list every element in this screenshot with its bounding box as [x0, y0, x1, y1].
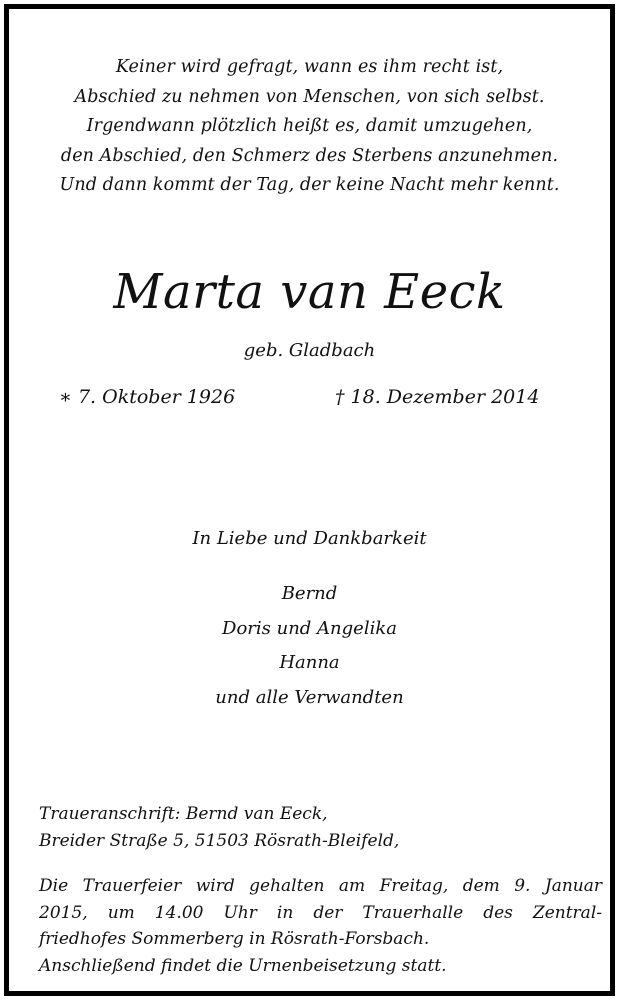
poem-line: Abschied zu nehmen von Menschen, von sich selbst.	[74, 86, 545, 107]
deceased-name: Marta van Eeck	[113, 264, 506, 320]
mourning-address	[39, 801, 399, 855]
service-line: Anschließend findet die Urnenbeisetzung statt.	[39, 955, 447, 976]
mourner-name: und alle Verwandten	[215, 686, 404, 708]
address-line: Traueranschrift: Bernd van Eeck,	[39, 804, 328, 824]
service-line: 2015, um 14.00 Uhr in der Trauerhalle des Zentral-	[39, 902, 602, 923]
poem-line: Keiner wird gefragt, wann es ihm recht ist,	[115, 57, 504, 77]
mourners-intro: In Liebe und Dankbarkeit	[192, 528, 427, 549]
mourner-name: Hanna	[279, 652, 340, 673]
death-date: † 18. Dezember 2014	[335, 386, 540, 408]
address-line: Breider Straße 5, 51503 Rösrath-Bleifeld,	[39, 831, 400, 851]
mourner-name: Doris und Angelika	[222, 617, 397, 639]
poem-line: Irgendwann plötzlich heißt es, damit umzugehen,	[86, 116, 533, 136]
maiden-name: geb. Gladbach	[243, 340, 376, 361]
poem	[9, 53, 610, 201]
funeral-service-info	[39, 873, 602, 979]
poem-line: den Abschied, den Schmerz des Sterbens anzunehmen.	[60, 145, 559, 166]
mourners-list	[9, 577, 610, 715]
birth-date: ∗ 7. Oktober 1926	[59, 386, 236, 408]
service-line: friedhofes Sommerberg in Rösrath-Forsbach.	[39, 929, 430, 949]
poem-line: Und dann kommt der Tag, der keine Nacht mehr kennt.	[59, 175, 560, 195]
mourner-name: Bernd	[281, 583, 338, 604]
service-line: Die Trauerfeier wird gehalten am Freitag, dem 9. Januar	[39, 876, 602, 896]
obituary-frame	[4, 4, 615, 996]
